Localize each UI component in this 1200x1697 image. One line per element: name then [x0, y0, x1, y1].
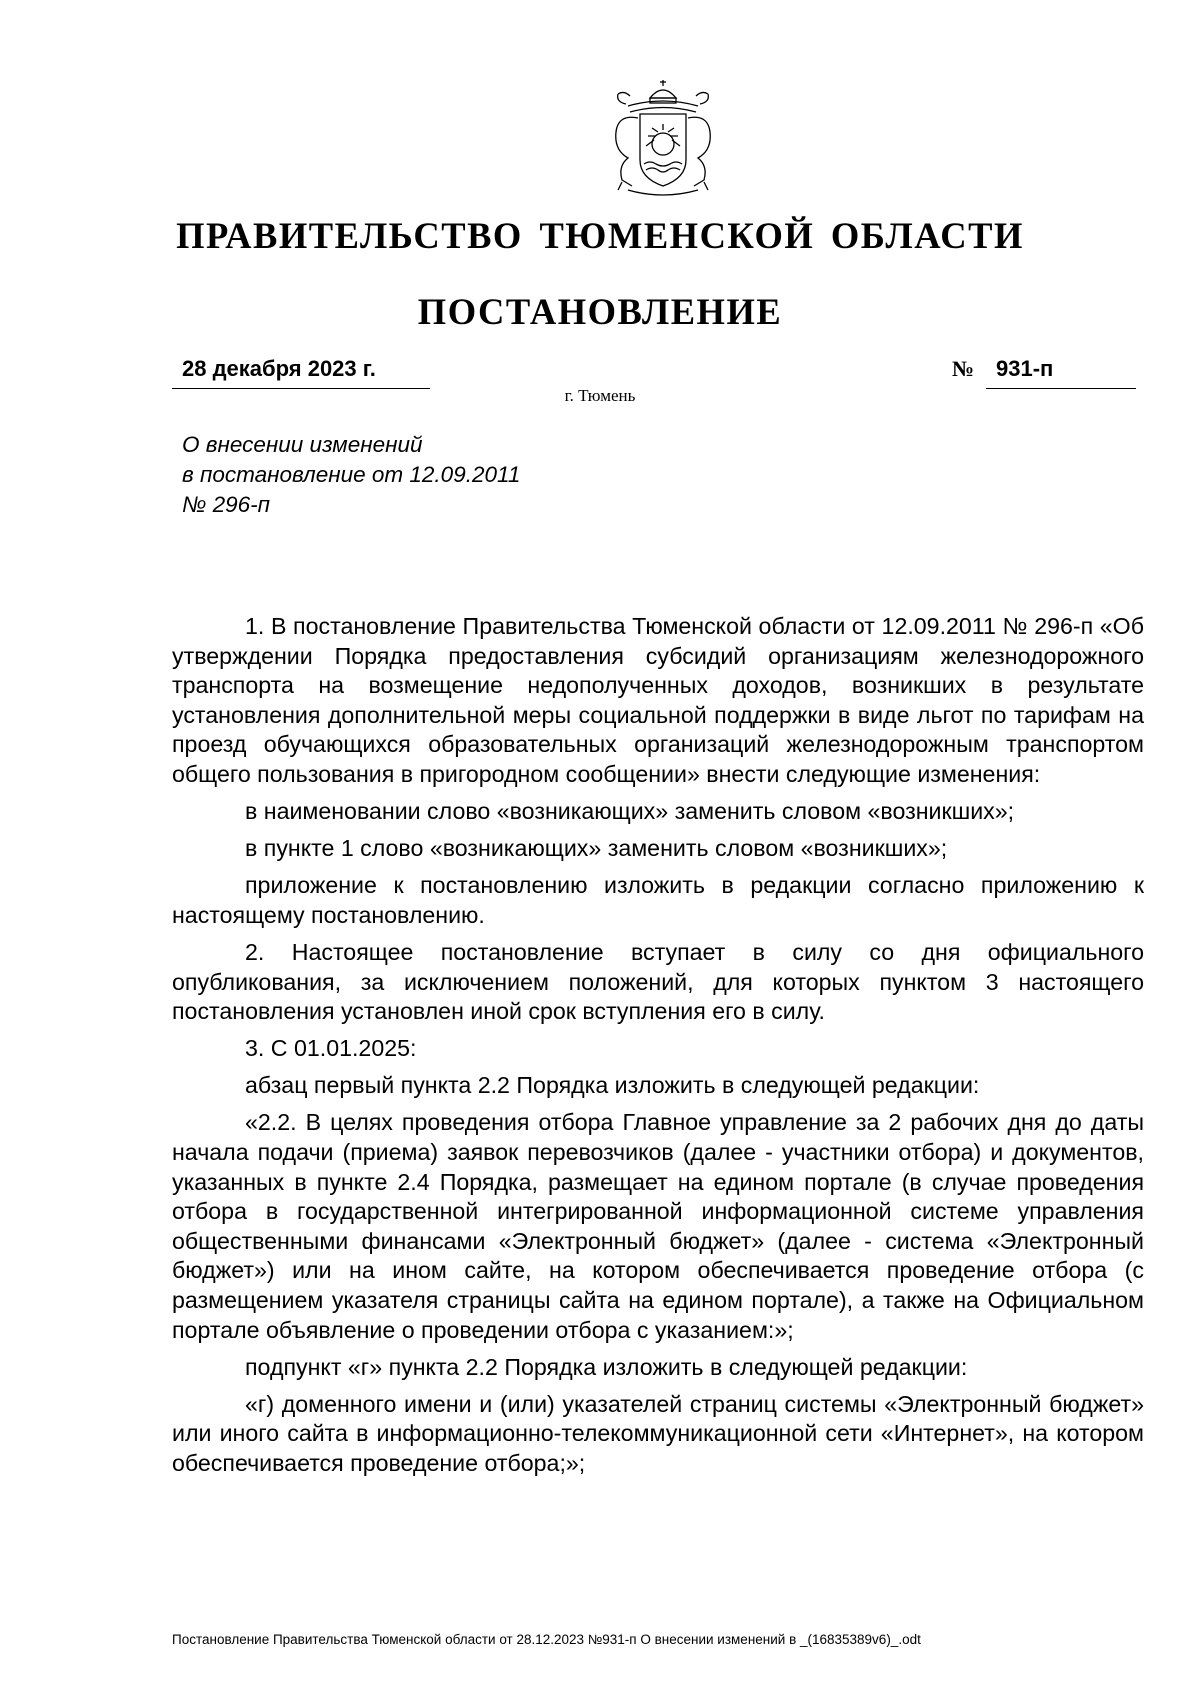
- document-number: 931-п: [996, 356, 1054, 381]
- subject-line: № 296-п: [182, 492, 271, 517]
- paragraph-4: приложение к постановлению изложить в редакции согласно приложению к настоящему постановлению.: [172, 872, 1144, 928]
- number-field: [952, 356, 1136, 388]
- coat-of-arms-icon: [588, 74, 738, 204]
- paragraph-2: в наименовании слово «возникающих» заменить словом «возникших»;: [245, 798, 1015, 825]
- paragraph-1: 1. В постановление Правительства Тюменской области от 12.09.2011 № 296-п «Об утверждении Порядка предоставления субсидий организациям железнодорожного транспорта на возмещение недополученных доходов, возникших в результате установления дополнительной меры социальной поддержки в виде льгот по тарифам на проезд обучающихся образовательных организаций железнодорожным транспортом общего пользования в пригородном сообщении» внести следующие изменения:: [172, 613, 1144, 787]
- paragraph-7: абзац первый пункта 2.2 Порядка изложить в следующей редакции:: [245, 1072, 980, 1099]
- document-date: 28 декабря 2023 г.: [182, 356, 376, 381]
- number-underline: [986, 356, 1136, 389]
- paragraph-8: «2.2. В целях проведения отбора Главное управление за 2 рабочих дня до даты начала подачи (приема) заявок перевозчиков (далее - участники отбора) и документов, указанных в пункте 2.4 Порядка, размещает на едином портале (в случае проведения отбора в государственной интегрированной информационной системе управления общественными финансами «Электронный бюджет» (далее - система «Электронный бюджет») или на ином сайте, на котором обеспечивается проведение отбора (с размещением указателя страницы сайта на едином портале), а также на Официальном портале объявление о проведении отбора с указанием:»;: [172, 1109, 1144, 1343]
- subject-block: [182, 430, 520, 520]
- date-field: [172, 356, 430, 389]
- subject-line: в постановление от 12.09.2011: [182, 462, 521, 487]
- city: г. Тюмень: [564, 386, 636, 405]
- paragraph-10: «г) доменного имени и (или) указателей страниц системы «Электронный бюджет» или иного сайта в информационно-телекоммуникационной сети «Интернет», на котором обеспечивается проведение отбора;»;: [172, 1390, 1144, 1476]
- organization-title: ПРАВИТЕЛЬСТВО ТЮМЕНСКОЙ ОБЛАСТИ: [176, 215, 1024, 256]
- document-body: [172, 612, 1144, 1486]
- number-sign: №: [952, 356, 975, 381]
- document-type: ПОСТАНОВЛЕНИЕ: [417, 291, 783, 332]
- paragraph-5: 2. Настоящее постановление вступает в силу со дня официального опубликования, за исключением положений, для которых пунктом 3 настоящего постановления установлен иной срок вступления его в силу.: [172, 938, 1144, 1025]
- paragraph-3: в пункте 1 слово «возникающих» заменить словом «возникших»;: [245, 835, 948, 862]
- subject-line: О внесении изменений: [182, 432, 423, 457]
- page-footer: Постановление Правительства Тюменской области от 28.12.2023 №931-п О внесении изменений в _(16835389v6)_.odt: [172, 1632, 921, 1647]
- paragraph-9: подпункт «г» пункта 2.2 Порядка изложить в следующей редакции:: [245, 1353, 968, 1380]
- paragraph-6: 3. С 01.01.2025:: [245, 1035, 417, 1062]
